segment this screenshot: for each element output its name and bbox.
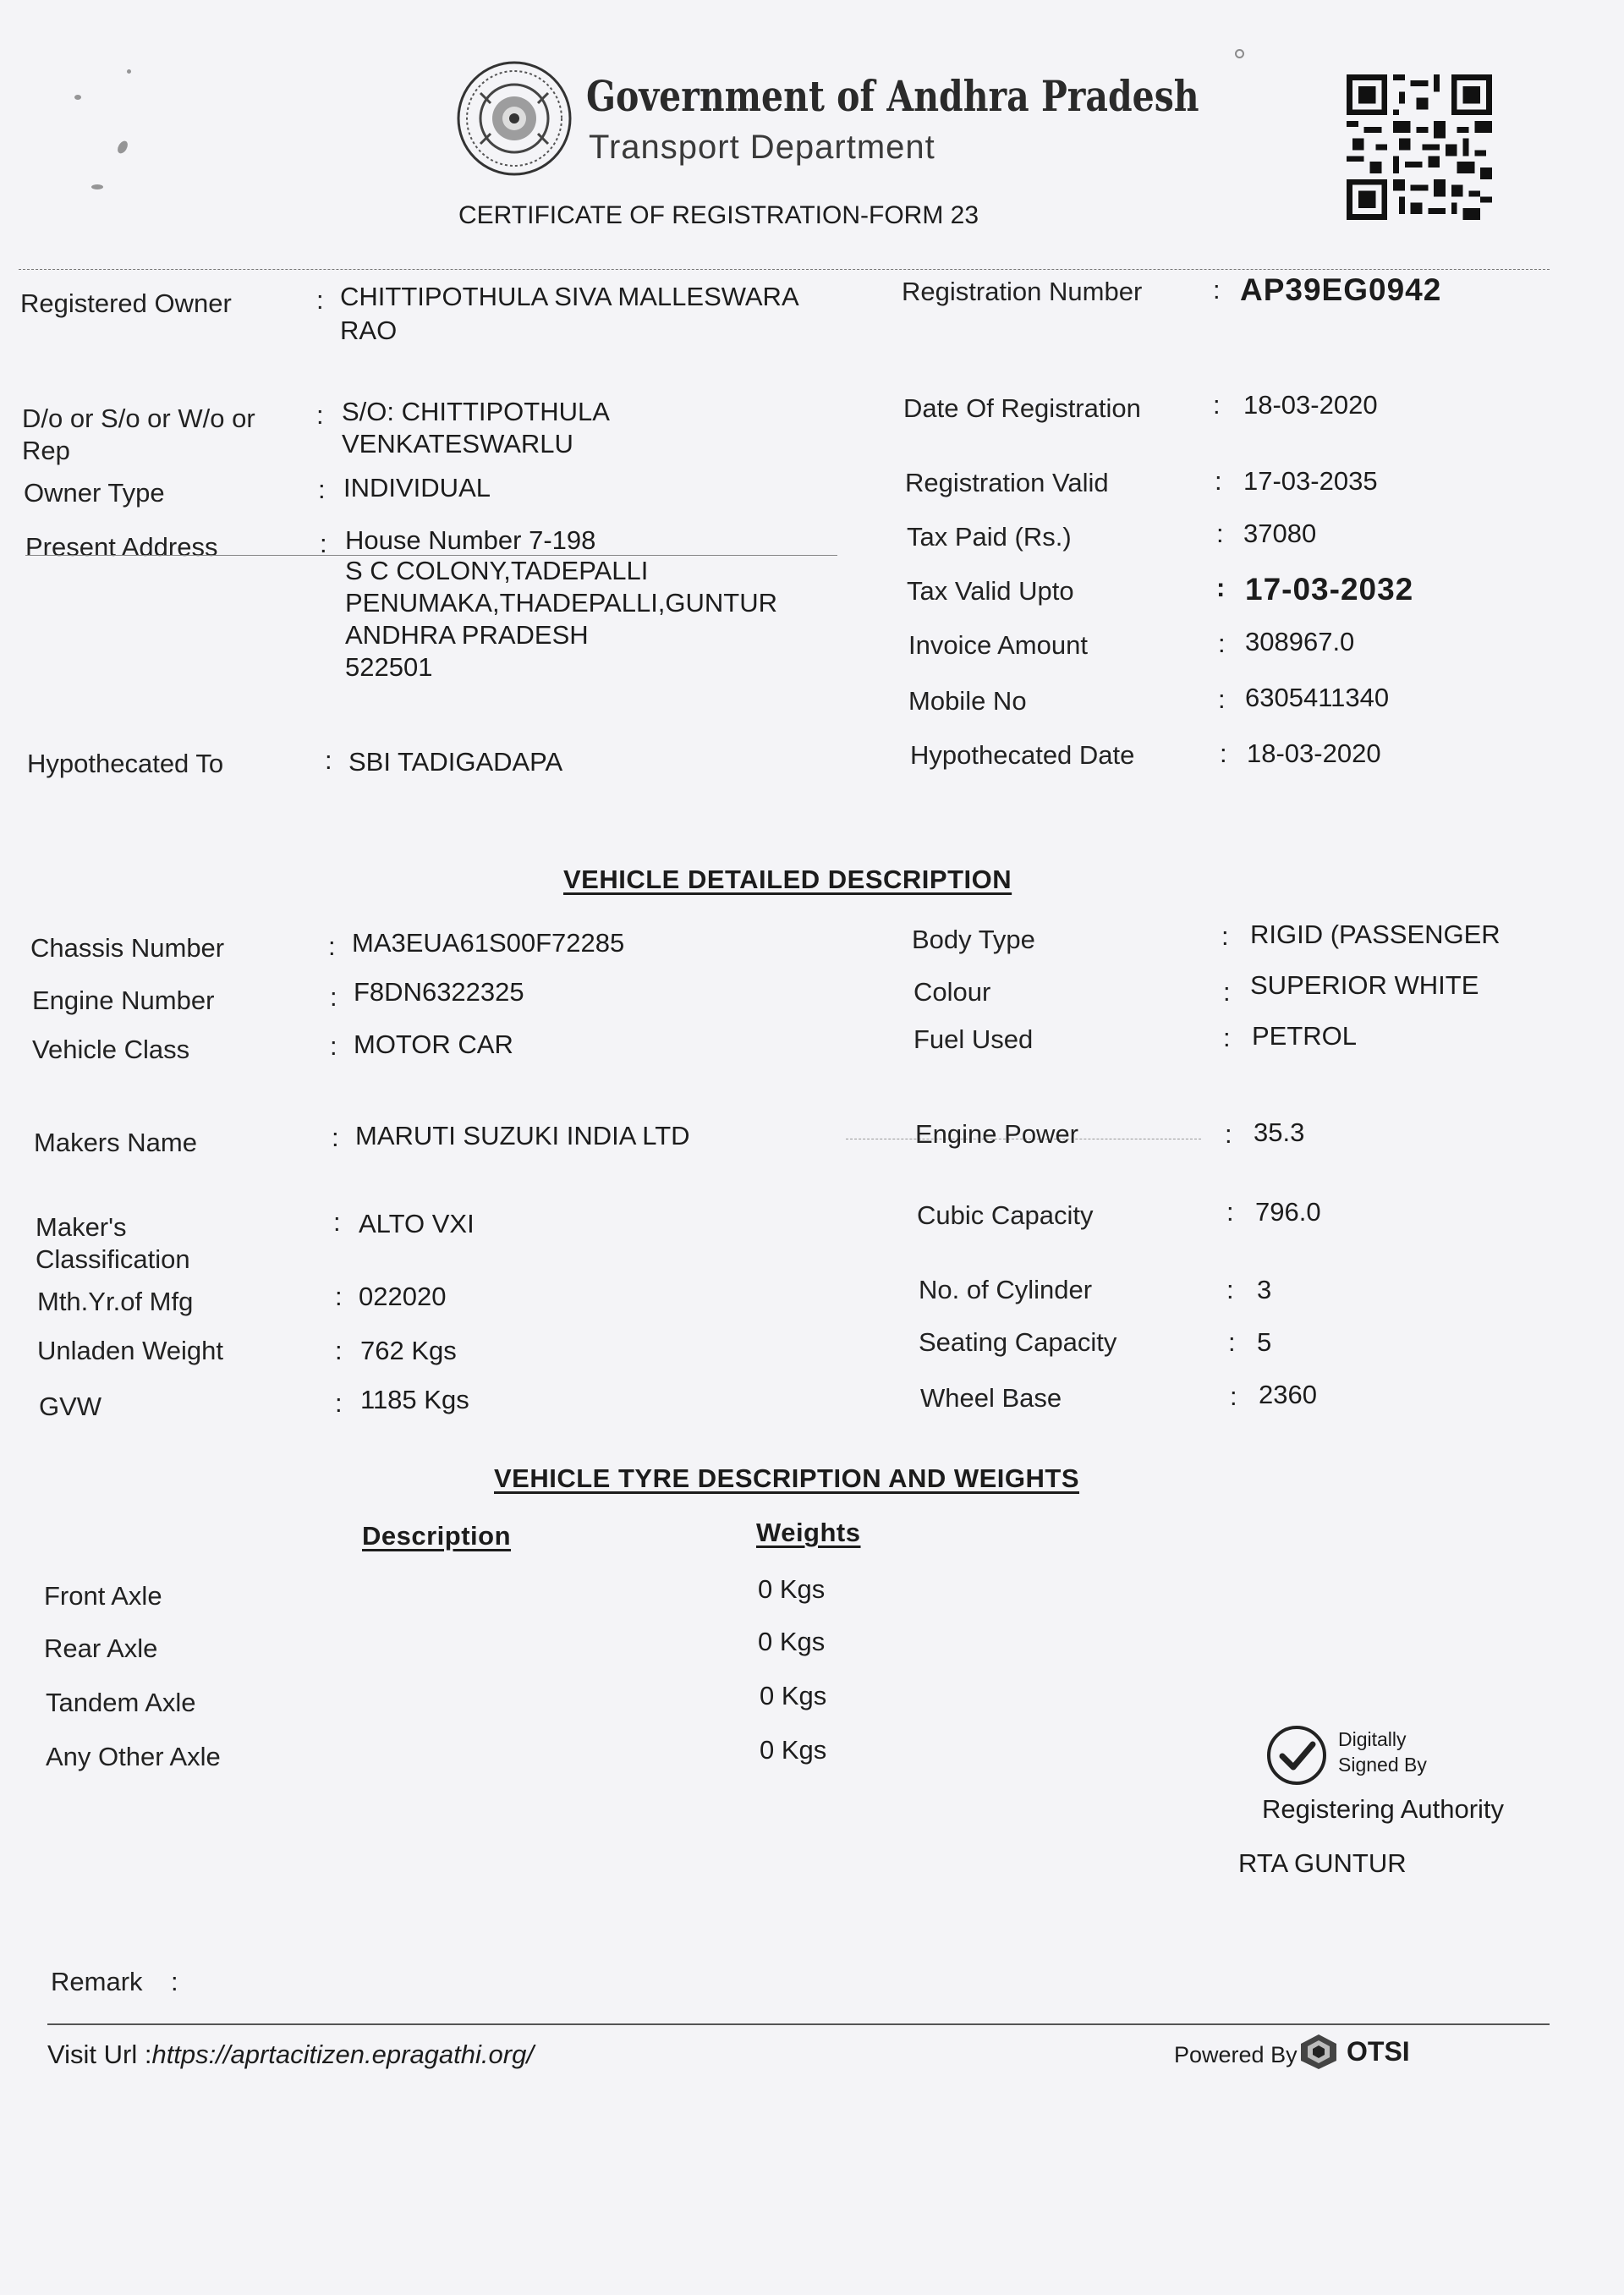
colon: : xyxy=(1226,1275,1234,1304)
colon: : xyxy=(320,529,327,558)
colon: : xyxy=(335,1388,343,1418)
col-weights: Weights xyxy=(756,1518,861,1547)
address-line: ANDHRA PRADESH xyxy=(345,620,589,650)
axle-label: Front Axle xyxy=(44,1581,162,1611)
cylinder-label: No. of Cylinder xyxy=(919,1275,1093,1304)
footer-divider xyxy=(47,2023,1550,2025)
unladen-label: Unladen Weight xyxy=(37,1336,224,1365)
maker-label: Makers Name xyxy=(34,1128,197,1157)
maker-name: MARUTI SUZUKI INDIA LTD xyxy=(355,1121,690,1150)
otsi-brand: OTSI xyxy=(1347,2036,1410,2067)
reg-date: 18-03-2020 xyxy=(1243,390,1378,420)
axle-label: Tandem Axle xyxy=(46,1688,196,1717)
body-type-label: Body Type xyxy=(912,925,1035,954)
address-line: S C COLONY,TADEPALLI xyxy=(345,556,649,585)
reg-valid: 17-03-2035 xyxy=(1243,466,1378,496)
scan-smudge xyxy=(1235,49,1244,58)
cc-label: Cubic Capacity xyxy=(917,1200,1094,1230)
colon: : xyxy=(316,400,324,430)
classification-label-line1: Maker's xyxy=(36,1212,127,1242)
axle-label: Any Other Axle xyxy=(46,1742,221,1771)
engine-label: Engine Number xyxy=(32,986,215,1015)
otsi-logo-icon xyxy=(1298,2032,1340,2071)
scan-smudge xyxy=(91,184,103,189)
state-emblem xyxy=(455,59,573,178)
colon: : xyxy=(316,285,324,315)
col-description: Description xyxy=(362,1521,512,1551)
registering-authority: Registering Authority xyxy=(1262,1794,1505,1824)
invoice-amount: 308967.0 xyxy=(1245,627,1355,656)
reg-number-label: Registration Number xyxy=(902,277,1143,306)
address-line: PENUMAKA,THADEPALLI,GUNTUR xyxy=(345,588,778,618)
colon: : xyxy=(330,1031,337,1061)
classification-label-line2: Classification xyxy=(36,1244,190,1274)
cubic-capacity: 796.0 xyxy=(1255,1197,1321,1227)
colon: : xyxy=(171,1967,178,1996)
colon: : xyxy=(330,982,337,1012)
colon: : xyxy=(1230,1381,1237,1411)
axle-weight: 0 Kgs xyxy=(760,1681,827,1710)
axle-weight: 0 Kgs xyxy=(760,1735,827,1765)
classification: ALTO VXI xyxy=(359,1209,475,1238)
mobile-number: 6305411340 xyxy=(1245,683,1390,712)
digitally-text: Digitally xyxy=(1338,1728,1407,1750)
colon: : xyxy=(1218,629,1226,658)
colon: : xyxy=(1221,921,1229,951)
signed-by-text: Signed By xyxy=(1338,1754,1427,1776)
hypothecated-to-label: Hypothecated To xyxy=(27,749,224,778)
invoice-label: Invoice Amount xyxy=(908,630,1088,660)
mobile-label: Mobile No xyxy=(908,686,1027,716)
engine-power-label: Engine Power xyxy=(915,1119,1079,1149)
axle-weight: 0 Kgs xyxy=(758,1627,826,1656)
tyre-heading: VEHICLE TYRE DESCRIPTION AND WEIGHTS xyxy=(494,1463,1080,1493)
verified-check-icon xyxy=(1265,1724,1328,1787)
tax-paid-label: Tax Paid (Rs.) xyxy=(907,522,1072,552)
reg-valid-label: Registration Valid xyxy=(905,468,1109,497)
gvw-label: GVW xyxy=(39,1392,102,1421)
remark-label: Remark xyxy=(51,1967,143,1996)
colon: : xyxy=(1218,684,1226,714)
relation-line1: S/O: CHITTIPOTHULA xyxy=(342,397,610,426)
owner-type-label: Owner Type xyxy=(24,478,165,508)
scan-smudge xyxy=(127,69,131,74)
dept-title: Transport Department xyxy=(589,129,935,166)
colon: : xyxy=(335,1282,343,1311)
wheelbase: 2360 xyxy=(1259,1380,1317,1409)
address-line: House Number 7-198 xyxy=(345,525,596,555)
fuel: PETROL xyxy=(1252,1021,1358,1051)
rta-office: RTA GUNTUR xyxy=(1238,1848,1407,1878)
gvw: 1185 Kgs xyxy=(360,1385,469,1414)
scan-smudge xyxy=(74,95,81,100)
address-line: 522501 xyxy=(345,652,433,682)
engine-power: 35.3 xyxy=(1254,1117,1305,1147)
govt-title: Government of Andhra Pradesh xyxy=(586,71,1199,121)
relation-label-line1: D/o or S/o or W/o or xyxy=(22,404,255,433)
body-type: RIGID (PASSENGER xyxy=(1250,920,1501,949)
registered-owner-label: Registered Owner xyxy=(20,288,232,318)
axle-label: Rear Axle xyxy=(44,1633,158,1663)
relation-line2: VENKATESWARLU xyxy=(342,429,573,458)
reg-number: AP39EG0942 xyxy=(1240,272,1442,307)
hyp-date-label: Hypothecated Date xyxy=(910,740,1135,770)
seating: 5 xyxy=(1257,1327,1272,1357)
colon: : xyxy=(1220,738,1227,768)
colon: : xyxy=(1226,1197,1234,1227)
hypothecated-to: SBI TADIGADAPA xyxy=(348,747,563,777)
tax-valid-label: Tax Valid Upto xyxy=(907,576,1074,606)
mfg-label: Mth.Yr.of Mfg xyxy=(37,1287,194,1316)
colon: : xyxy=(1216,519,1224,548)
header-divider xyxy=(19,269,1550,270)
colon: : xyxy=(1228,1327,1236,1357)
chassis-label: Chassis Number xyxy=(30,933,225,963)
form-title: CERTIFICATE OF REGISTRATION-FORM 23 xyxy=(458,201,979,229)
colon: : xyxy=(1215,466,1222,496)
seating-label: Seating Capacity xyxy=(919,1327,1117,1357)
colon: : xyxy=(335,1336,343,1365)
visit-link[interactable]: https://aprtacitizen.epragathi.org/ xyxy=(151,2040,534,2069)
scan-smudge xyxy=(116,140,130,156)
vehicle-class: MOTOR CAR xyxy=(354,1029,513,1059)
chassis-number: MA3EUA61S00F72285 xyxy=(352,928,625,958)
colon: : xyxy=(333,1207,341,1237)
vehicle-heading: VEHICLE DETAILED DESCRIPTION xyxy=(563,865,1012,894)
fuel-label: Fuel Used xyxy=(914,1024,1034,1054)
axle-weight: 0 Kgs xyxy=(758,1574,826,1604)
engine-number: F8DN6322325 xyxy=(354,977,524,1007)
colon: : xyxy=(1225,1119,1232,1149)
qr-code xyxy=(1347,74,1492,220)
colour: SUPERIOR WHITE xyxy=(1250,970,1479,1000)
cylinders: 3 xyxy=(1257,1275,1272,1304)
wheelbase-label: Wheel Base xyxy=(920,1383,1062,1413)
hyp-date: 18-03-2020 xyxy=(1247,738,1381,768)
colon: : xyxy=(325,745,332,775)
owner-type: INDIVIDUAL xyxy=(343,473,491,502)
registered-owner-line2: RAO xyxy=(340,316,398,345)
address-label: Present Address xyxy=(25,532,218,562)
unladen-weight: 762 Kgs xyxy=(360,1336,457,1365)
registered-owner-line1: CHITTIPOTHULA SIVA MALLESWARA xyxy=(340,282,799,311)
visit-url xyxy=(47,2039,534,2071)
colour-label: Colour xyxy=(914,977,991,1007)
colon: : xyxy=(1223,977,1231,1007)
colon: : xyxy=(318,475,326,504)
colon: : xyxy=(1223,1023,1231,1052)
reg-date-label: Date Of Registration xyxy=(903,393,1141,423)
vehicle-class-label: Vehicle Class xyxy=(32,1035,190,1064)
colon: : xyxy=(332,1123,339,1152)
colon: : xyxy=(1213,275,1221,305)
colon: : xyxy=(1216,573,1226,602)
mfg-date: 022020 xyxy=(359,1282,447,1311)
colon: : xyxy=(1213,390,1221,420)
tax-paid: 37080 xyxy=(1243,519,1317,548)
relation-label-line2: Rep xyxy=(22,436,70,465)
visit-label: Visit Url : xyxy=(47,2040,152,2069)
powered-by: Powered By xyxy=(1174,2042,1298,2067)
colon: : xyxy=(328,931,336,961)
tax-valid: 17-03-2032 xyxy=(1245,572,1414,607)
